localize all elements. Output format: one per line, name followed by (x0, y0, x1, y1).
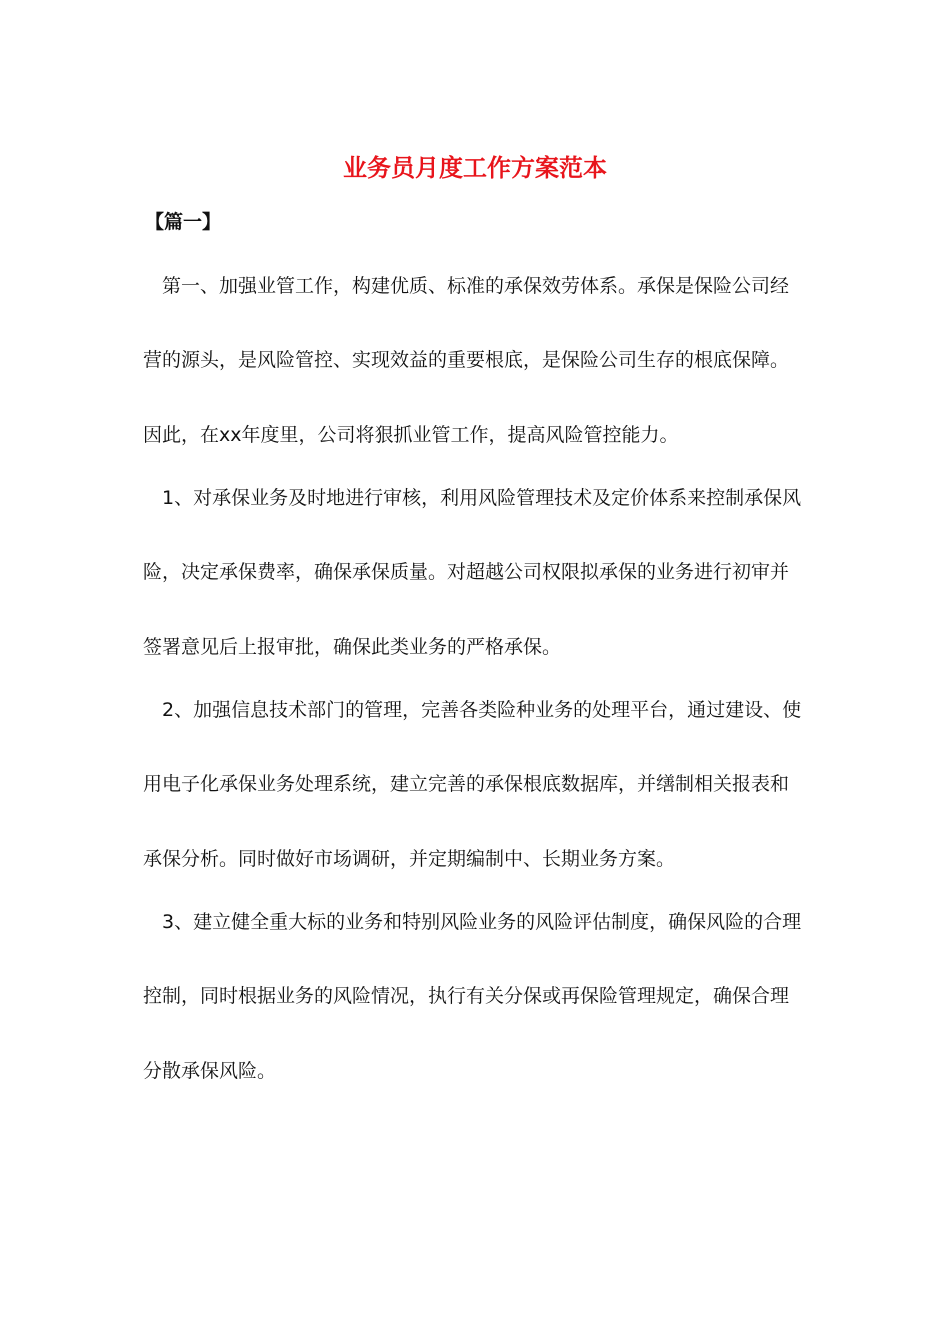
body-line-4: 1、对承保业务及时地进行审核，利用风险管理技术及定价体系来控制承保风 (143, 487, 802, 509)
body-line-10: 3、建立健全重大标的业务和特别风险业务的风险评估制度，确保风险的合理 (143, 911, 802, 933)
document-title: 业务员月度工作方案范本 (343, 153, 607, 182)
body-line-11: 控制，同时根据业务的风险情况，执行有关分保或再保险管理规定，确保合理 (143, 985, 790, 1007)
body-line-8: 用电子化承保业务处理系统，建立完善的承保根底数据库，并缮制相关报表和 (143, 773, 790, 795)
body-line-9: 承保分析。同时做好市场调研，并定期编制中、长期业务方案。 (143, 848, 676, 870)
body-line-3: 因此，在xx年度里，公司将狠抓业管工作，提高风险管控能力。 (143, 424, 679, 446)
body-line-6: 签署意见后上报审批，确保此类业务的严格承保。 (143, 636, 562, 658)
body-line-2: 营的源头，是风险管控、实现效益的重要根底，是保险公司生存的根底保障。 (143, 349, 790, 371)
section-heading: 【篇一】 (145, 211, 222, 233)
body-line-5: 险，决定承保费率，确保承保质量。对超越公司权限拟承保的业务进行初审并 (143, 561, 790, 583)
body-line-7: 2、加强信息技术部门的管理，完善各类险种业务的处理平台，通过建设、使 (143, 699, 802, 721)
body-line-12: 分散承保风险。 (143, 1060, 277, 1082)
body-line-1: 第一、加强业管工作，构建优质、标准的承保效劳体系。承保是保险公司经 (143, 275, 790, 297)
